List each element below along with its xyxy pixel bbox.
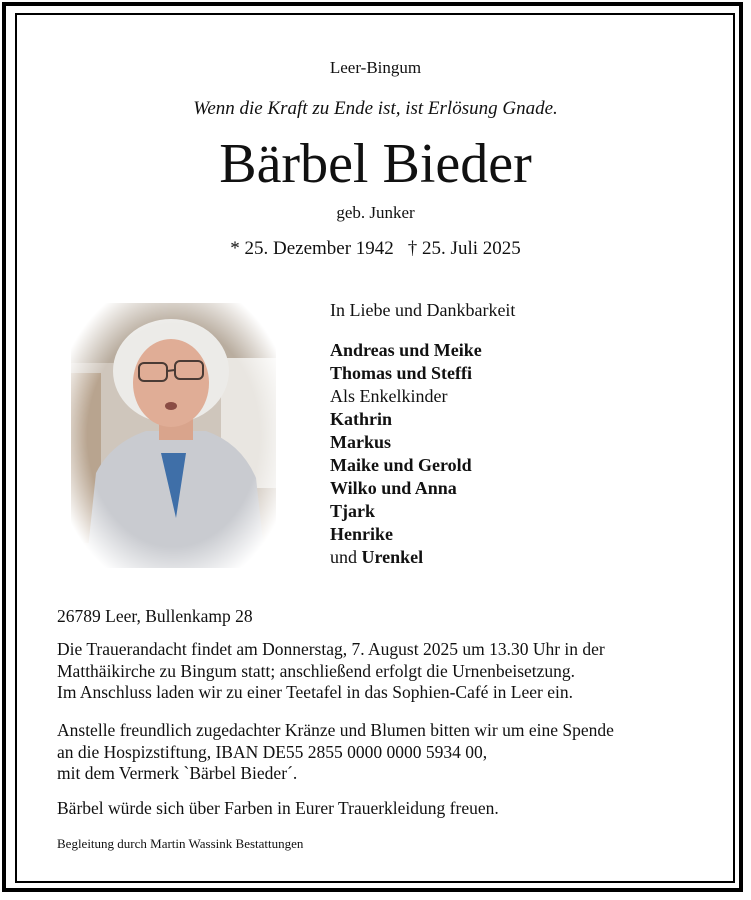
colors-note: Bärbel würde sich über Farben in Eurer Trauerkleidung freuen.	[57, 798, 499, 818]
undertaker-credit: Begleitung durch Martin Wassink Bestattungen	[57, 836, 304, 851]
deceased-name: Bärbel Bieder	[219, 133, 532, 195]
place-name: Leer-Bingum	[329, 58, 422, 77]
donation-paragraph	[57, 720, 717, 785]
grandchildren-label: Als Enkelkinder	[330, 386, 448, 406]
great-grandchildren: Urenkel	[361, 547, 424, 567]
family-member: Andreas und Meike	[330, 340, 482, 360]
death-date: † 25. Juli 2025	[407, 238, 521, 259]
motto: Wenn die Kraft zu Ende ist, ist Erlösung Gnade.	[193, 98, 558, 119]
grandchild: Kathrin	[330, 409, 393, 429]
service-paragraph	[57, 639, 717, 704]
great-grandchildren-line	[330, 546, 515, 569]
service-line: Matthäikirche zu Bingum statt; anschließend erfolgt die Urnenbeisetzung.	[57, 660, 576, 681]
grandchild: Wilko und Anna	[330, 478, 457, 498]
donation-line: an die Hospizstiftung, IBAN DE55 2855 0000 0000 5934 00,	[57, 741, 488, 762]
donation-line: mit dem Vermerk `Bärbel Bieder´.	[57, 763, 298, 783]
portrait-photo	[71, 303, 276, 568]
maiden-name: geb. Junker	[336, 203, 415, 222]
grandchild: Maike und Gerold	[330, 455, 472, 475]
address: 26789 Leer, Bullenkamp 28	[57, 606, 253, 626]
family-member: Thomas und Steffi	[330, 363, 473, 383]
service-line: Im Anschluss laden wir zu einer Teetafel in das Sophien-Café in Leer ein.	[57, 682, 573, 702]
family-intro: In Liebe und Dankbarkeit	[330, 300, 516, 320]
grandchild: Henrike	[330, 524, 393, 544]
grandchild: Markus	[330, 432, 392, 452]
donation-line: Anstelle freundlich zugedachter Kränze und Blumen bitten wir um eine Spende	[57, 720, 614, 740]
life-dates	[0, 238, 751, 260]
great-prefix: und	[330, 547, 357, 567]
birth-date: * 25. Dezember 1942	[230, 238, 394, 259]
service-line: Die Trauerandacht findet am Donnerstag, 7. August 2025 um 13.30 Uhr in der	[57, 639, 605, 659]
family-list	[330, 299, 515, 569]
grandchild: Tjark	[330, 501, 375, 521]
